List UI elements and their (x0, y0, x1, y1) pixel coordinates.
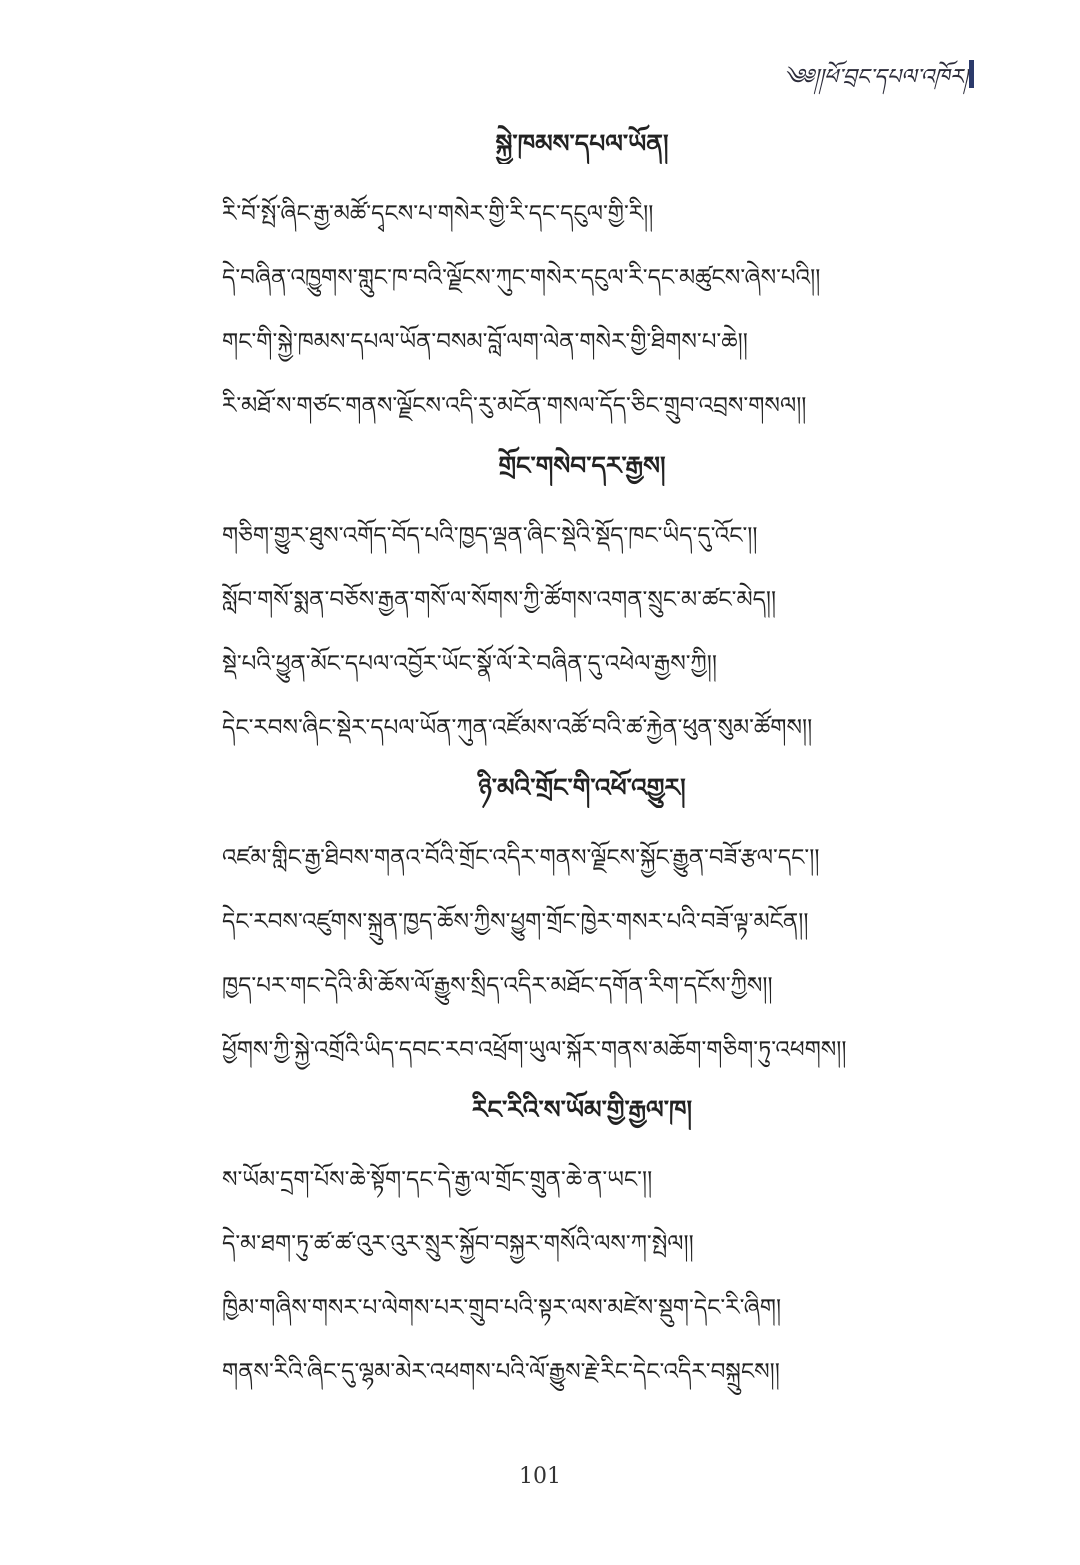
section-1 (222, 124, 942, 438)
verse-line: ས་ཡོམ་དྲག་པོས་ཆེ་སྟོག་དང་དེ་རྒྱ་ལ་གྲོང་གྲུན་ཆེ་ན་ཡང་།། (222, 1167, 653, 1193)
section-title: གྲོང་གསེབ་དར་རྒྱས། (498, 451, 666, 480)
verse-line: དེང་རབས་འཛུགས་སྐྲུན་ཁྱད་ཆོས་ཀྱིས་ཕྱུག་གྲོང་ཁྱེར་གསར་པའི་བཟོ་ལྟ་མངོན།། (222, 909, 809, 935)
verse-line: སྡེ་པའི་ཕྱུན་མོང་དཔལ་འབྱོར་ཡོང་སྣོ་ལོ་རེ་བཞིན་དུ་འཕེལ་རྒྱས་ཀྱི།། (222, 651, 717, 677)
verse-line: ཁྱད་པར་གང་དེའི་མི་ཆོས་ལོ་རྒྱུས་སྲིད་འདིར་མཐོང་དགོན་རིག་དངོས་ཀྱིས།། (222, 973, 773, 999)
section-title: ཉི་མའི་གྲོང་གི་འཕོ་འགྱུར། (478, 773, 686, 802)
header-accent-bar (969, 60, 974, 88)
verse-line: དེ་མ་ཐག་ཏུ་ཚ་ཚ་འུར་འུར་སྲུར་སྐྱོབ་བསྐྱར་གསོའི་ལས་ཀ་སྤེལ།། (222, 1231, 694, 1257)
verse-line: ཁྱིམ་གཞིས་གསར་པ་ལེགས་པར་གྲུབ་པའི་སྟར་ལས་མཛེས་སྡུག་དེང་རི་ཞིག། (222, 1295, 782, 1321)
verse-line: འཛམ་གླིང་རྒྱ་ཐིབས་གནའ་བོའི་གྲོང་འདིར་གནས་ལྗོངས་སྐྱོང་རྒྱུན་བཟོ་རྩལ་དང་།། (222, 845, 820, 871)
page-number: 101 (519, 1464, 561, 1489)
verse-line: གནས་རིའི་ཞིང་དུ་ལྷམ་མེར་འཕགས་པའི་ལོ་རྒྱུས་རྗེ་རིང་དེང་འདིར་བསྐྲུངས།། (222, 1359, 780, 1385)
section-title: རིང་རིའི་ས་ཡོམ་གྱི་རྒྱལ་ཁ། (471, 1095, 693, 1124)
verse-line: སློབ་གསོ་སྨན་བཅོས་རྒྱན་གསོ་ལ་སོགས་ཀྱི་ཚོགས་འགན་སྲུང་མ་ཚང་མེད།། (222, 587, 777, 613)
section-title: སྐྱེ་ཁམས་དཔལ་ཡོན། (495, 129, 669, 158)
verse-line: གང་གི་སྐྱེ་ཁམས་དཔལ་ཡོན་བསམ་བློ་ལག་ལེན་གསེར་གྱི་ཐིགས་པ་ཆེ།། (222, 329, 748, 355)
verse-line: རི་མཐོ་ས་གཙང་གནས་ལྗོངས་འདི་རུ་མངོན་གསལ་དོད་ཅིང་གྲུབ་འབྲས་གསལ།། (222, 393, 807, 419)
verse-line: དེ་བཞིན་འཁྱུགས་གླུང་ཁ་བའི་ལྗོངས་ཀུང་གསེར་དངུལ་རི་དང་མཚུངས་ཞེས་པའི།། (222, 265, 821, 291)
section-4 (222, 1090, 942, 1404)
verse-line: གཅིག་གྱུར་ཐུས་འགོད་བོད་པའི་ཁྱད་ལྡན་ཞིང་སྡེའི་སྡོད་ཁང་ཡིད་དུ་འོང་།། (222, 523, 758, 549)
verse-line: ཕྱོགས་ཀྱི་སྐྱེ་འགྲོའི་ཡིད་དབང་རབ་འཕྲོག་ཡུལ་སྐོར་གནས་མཆོག་གཅིག་ཏུ་འཕགས།། (222, 1037, 847, 1063)
verse-line: རི་བོ་སྤོ་ཞིང་རྒྱ་མཚོ་དྭངས་པ་གསེར་གྱི་རི་དང་དངུལ་གྱི་རི།། (222, 201, 654, 227)
page-body (222, 118, 942, 1404)
section-3 (222, 768, 942, 1082)
running-header: ༄༅།།ཕོ་བྲང་དཔལ་འཁོར། (783, 65, 968, 90)
verse-line: དེང་རབས་ཞིང་སྡེར་དཔལ་ཡོན་ཀུན་འཛོམས་འཚོ་བའི་ཚ་རྐྱེན་ཕུན་སུམ་ཚོགས།། (222, 715, 813, 741)
section-2 (222, 446, 942, 760)
